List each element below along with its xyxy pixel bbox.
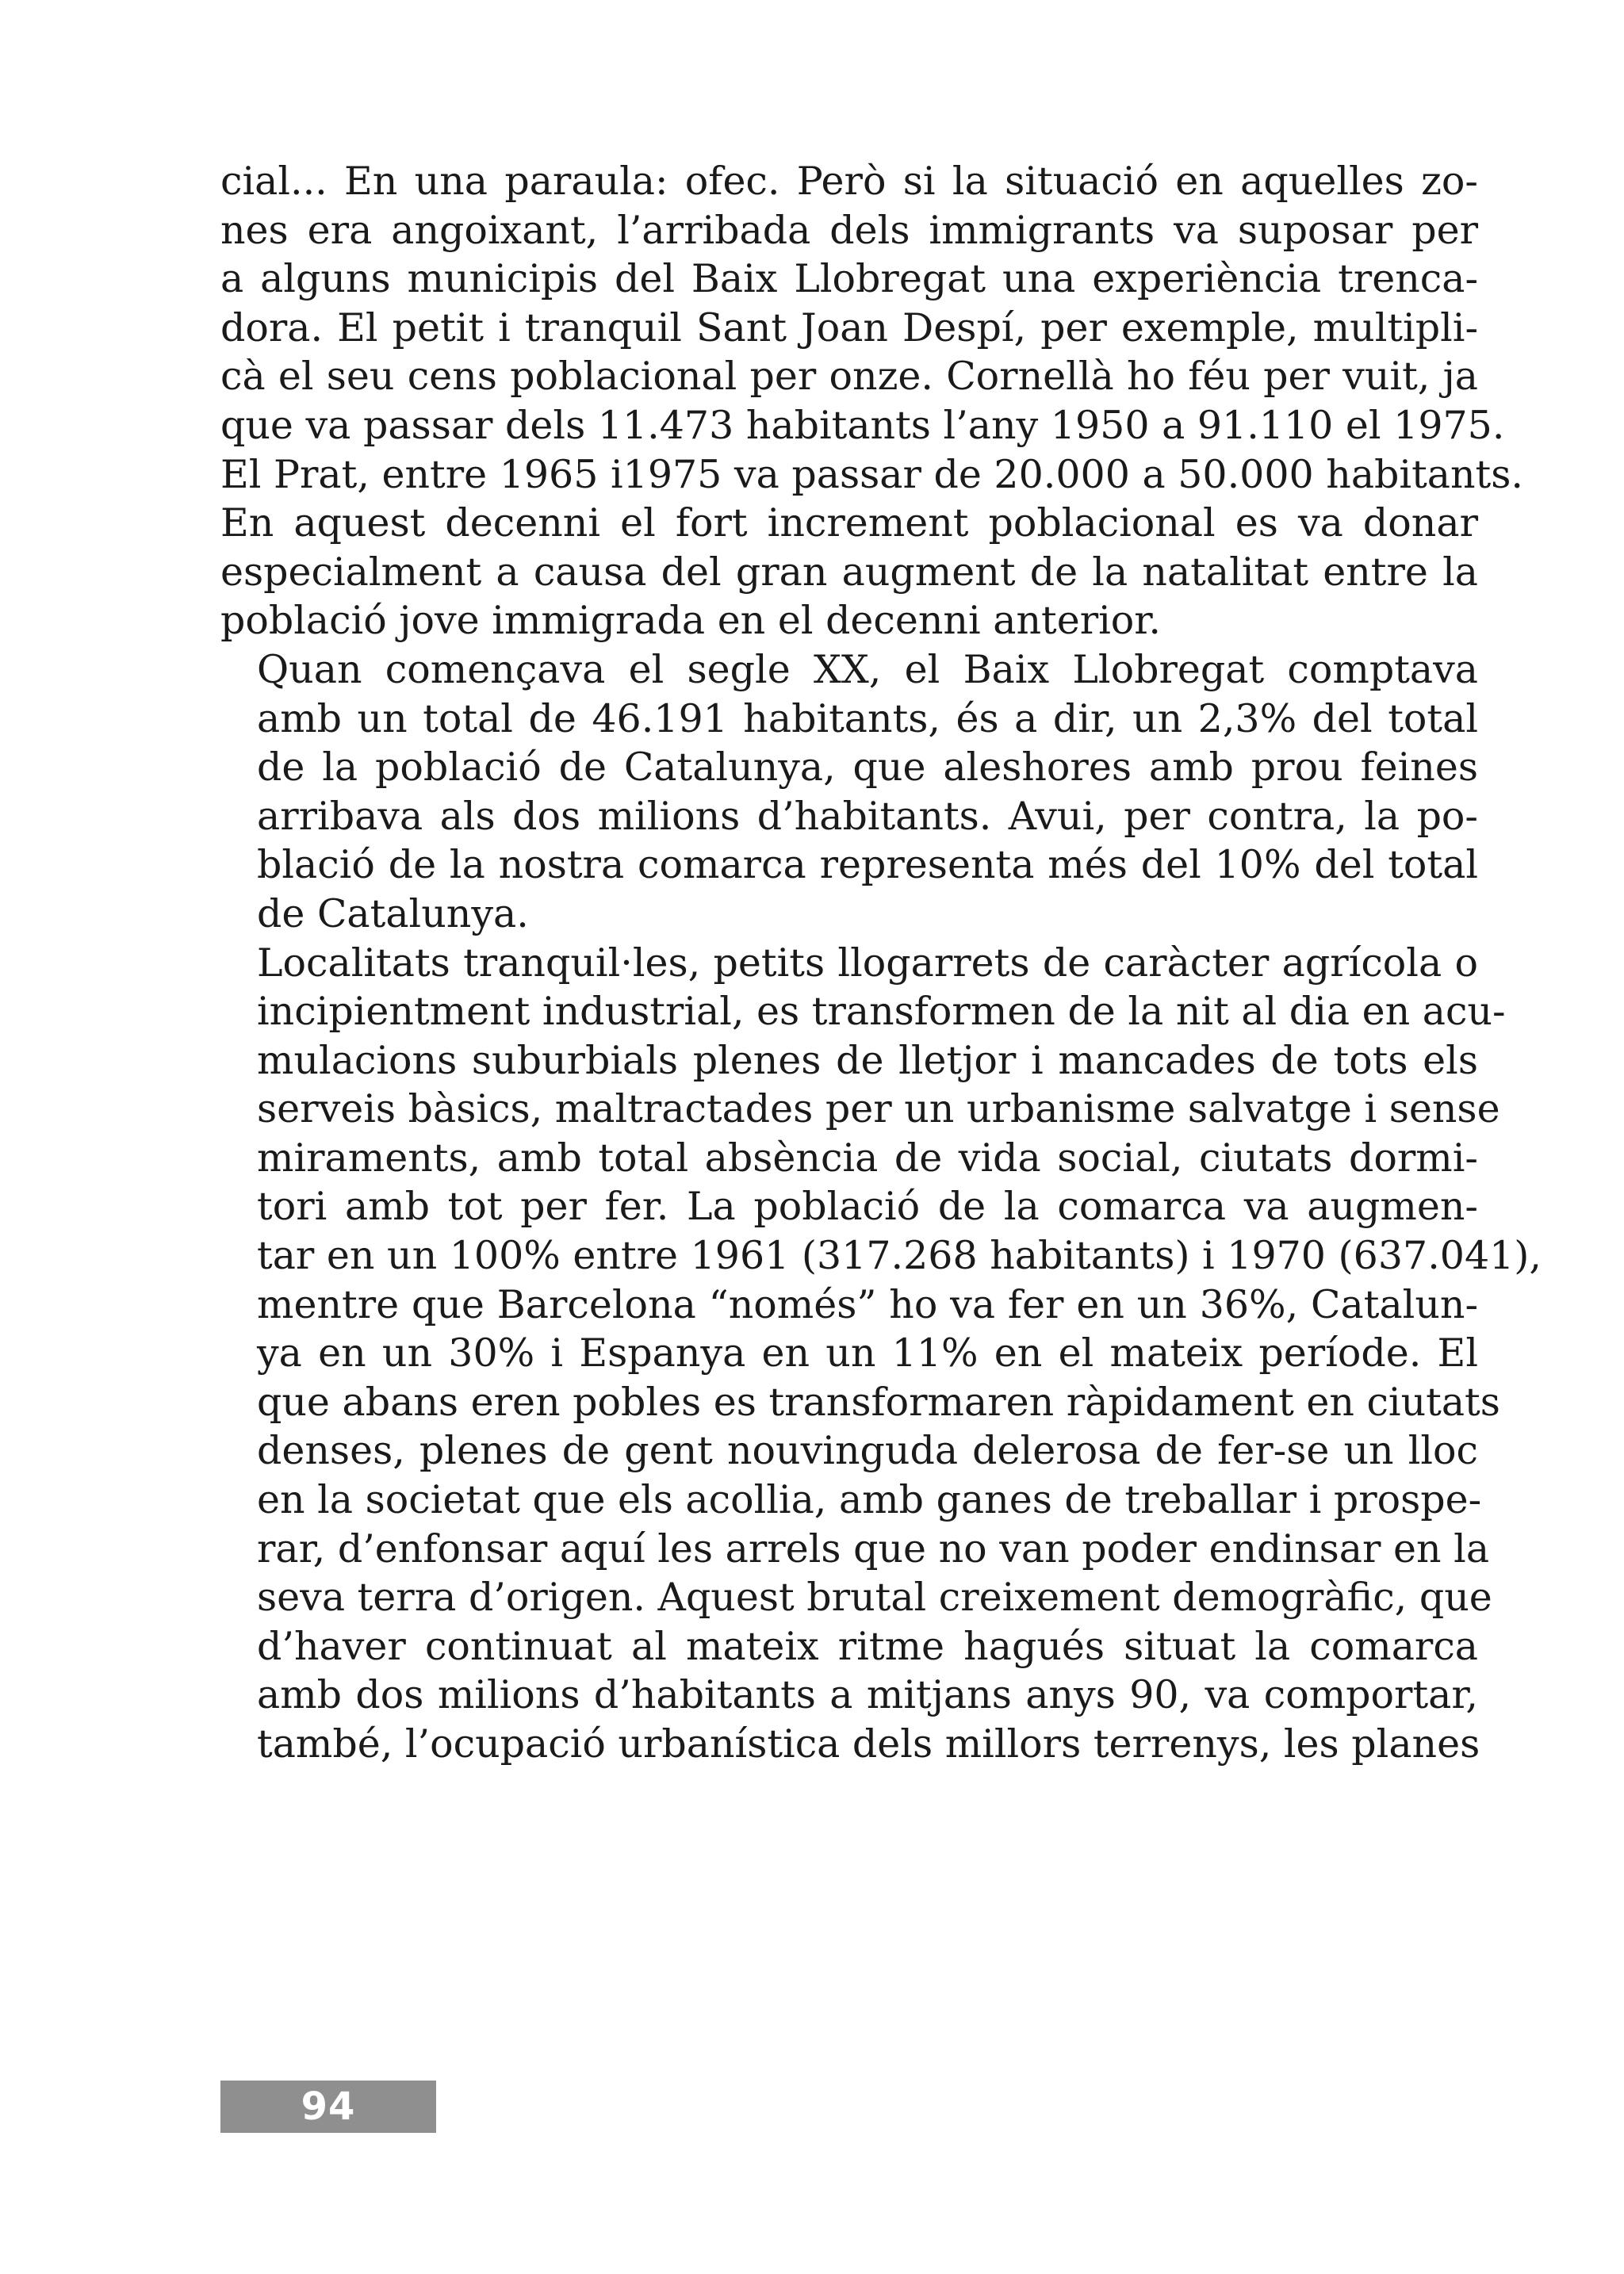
paragraph (220, 645, 1478, 939)
text-line: d’haver continuat al mateix ritme hagués situat la comarca (257, 1623, 1478, 1669)
text-line: dora. El petit i tranquil Sant Joan Despí, per exemple, multipli- (220, 304, 1478, 350)
body-text (220, 157, 1542, 1769)
text-line: a alguns municipis del Baix Llobregat una experiència trenca- (220, 256, 1478, 302)
text-line: cial... En una paraula: ofec. Però si la situació en aquelles zo- (220, 159, 1478, 204)
text-line: mentre que Barcelona “només” ho va fer en un 36%, Catalun- (257, 1281, 1478, 1327)
text-line: de la població de Catalunya, que aleshores amb prou feines (257, 745, 1478, 791)
text-line: tar en un 100% entre 1961 (317.268 habitants) i 1970 (637.041), (257, 1233, 1542, 1279)
text-line: rar, d’enfonsar aquí les arrels que no van poder endinsar en la (257, 1526, 1490, 1572)
text-line: denses, plenes de gent nouvinguda delerosa de fer-se un lloc (257, 1428, 1478, 1474)
text-line: de Catalunya. (257, 890, 529, 936)
text-line: blació de la nostra comarca representa més del 10% del total (257, 842, 1478, 888)
text-line: amb un total de 46.191 habitants, és a dir, un 2,3% del total (257, 695, 1478, 741)
text-line: nes era angoixant, l’arribada dels immigrants va suposar per (220, 207, 1478, 253)
page-number-badge (220, 2081, 436, 2133)
text-line: amb dos milions d’habitants a mitjans anys 90, va comportar, (257, 1672, 1478, 1718)
text-line: que abans eren pobles es transformaren ràpidament en ciutats (257, 1379, 1500, 1425)
text-line: cà el seu cens poblacional per onze. Cornellà ho féu per vuit, ja (220, 354, 1478, 400)
text-line: mulacions suburbials plenes de lletjor i mancades de tots els (257, 1037, 1478, 1083)
text-line: miraments, amb total absència de vida social, ciutats dormi- (257, 1135, 1478, 1181)
text-line: en la societat que els acollia, amb ganes de treballar i prospe- (257, 1477, 1482, 1523)
text-line: arribava als dos milions d’habitants. Avui, per contra, la po- (257, 793, 1478, 839)
text-line: En aquest decenni el fort increment poblacional es va donar (220, 500, 1478, 546)
text-line: El Prat, entre 1965 i1975 va passar de 20.000 a 50.000 habitants. (220, 451, 1523, 497)
text-line: ya en un 30% i Espanya en un 11% en el mateix període. El (257, 1330, 1478, 1376)
text-line: població jove immigrada en el decenni anterior. (220, 598, 1161, 644)
text-line: seva terra d’origen. Aquest brutal creixement demogràfic, que (257, 1575, 1492, 1621)
paragraph (220, 157, 1523, 645)
text-line: incipientment industrial, es transformen de la nit al dia en acu- (257, 989, 1506, 1035)
text-line: serveis bàsics, maltractades per un urbanisme salvatge i sense (257, 1086, 1500, 1132)
paragraph (220, 939, 1542, 1769)
text-line: Localitats tranquil·les, petits llogarrets de caràcter agrícola o (257, 940, 1478, 986)
text-line: també, l’ocupació urbanística dels millors terrenys, les planes (257, 1721, 1480, 1767)
text-line: tori amb tot per fer. La població de la comarca va augmen- (257, 1184, 1478, 1230)
text-line: Quan començava el segle XX, el Baix Llobregat comptava (257, 646, 1478, 692)
text-line: que va passar dels 11.473 habitants l’any 1950 a 91.110 el 1975. (220, 402, 1505, 448)
page-number: 94 (301, 2084, 356, 2129)
text-line: especialment a causa del gran augment de la natalitat entre la (220, 549, 1478, 595)
